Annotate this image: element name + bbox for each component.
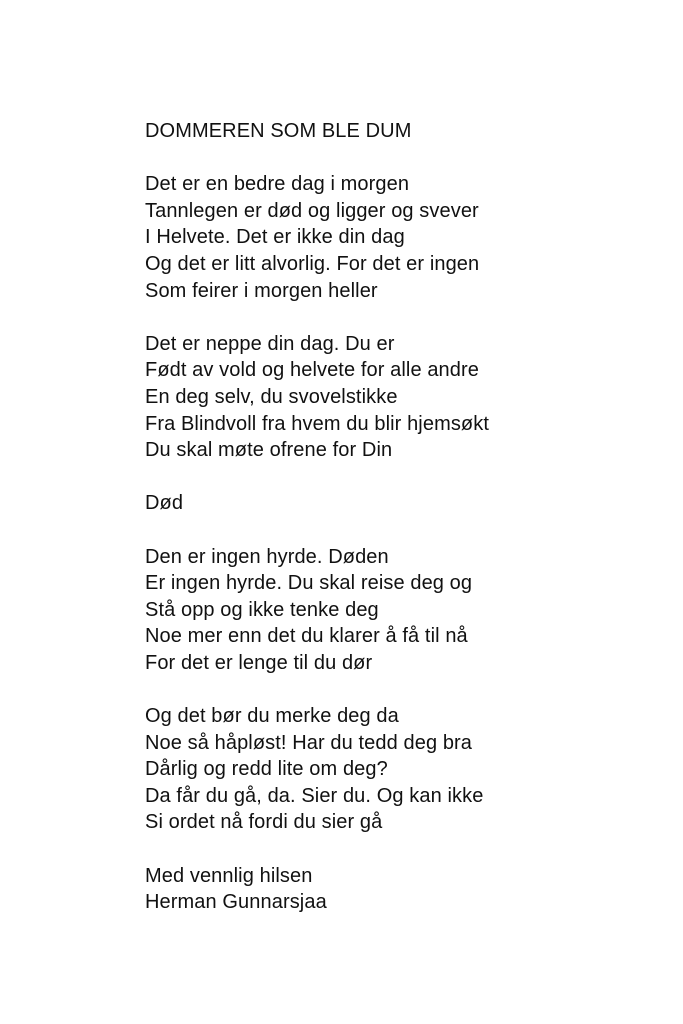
poem-line: Og det er litt alvorlig. For det er ingen (145, 252, 480, 275)
poem-line: Dårlig og redd lite om deg? (145, 758, 388, 781)
poem-body (145, 118, 665, 916)
signature-block (145, 863, 665, 916)
poem-line: En deg selv, du svovelstikke (145, 385, 398, 408)
stanza-4 (145, 544, 665, 677)
poem-line: Som feirer i morgen heller (145, 279, 378, 302)
poem-line: For det er lenge til du dør (145, 651, 373, 674)
poem-line: Si ordet nå fordi du sier gå (145, 811, 383, 834)
poem-line: Og det bør du merke deg da (145, 705, 399, 728)
poem-line: Tannlegen er død og ligger og svever (145, 199, 479, 222)
closing-line: Med vennlig hilsen (145, 864, 313, 887)
poem-line: Den er ingen hyrde. Døden (145, 545, 389, 568)
stanza-3 (145, 490, 665, 517)
poem-line: I Helvete. Det er ikke din dag (145, 226, 405, 249)
author-name: Herman Gunnarsjaa (145, 891, 327, 914)
poem-line: Du skal møte ofrene for Din (145, 439, 393, 462)
poem-title: DOMMEREN SOM BLE DUM (145, 120, 412, 142)
poem-line: Noe så håpløst! Har du tedd deg bra (145, 731, 473, 754)
poem-line: Stå opp og ikke tenke deg (145, 598, 379, 621)
poem-line: Er ingen hyrde. Du skal reise deg og (145, 572, 473, 595)
poem-line: Født av vold og helvete for alle andre (145, 359, 479, 382)
poem-line: Det er neppe din dag. Du er (145, 332, 395, 355)
stanza-5 (145, 703, 665, 836)
poem-line: Fra Blindvoll fra hvem du blir hjemsøkt (145, 412, 490, 435)
stanza-1 (145, 171, 665, 304)
poem-line: Da får du gå, da. Sier du. Og kan ikke (145, 784, 484, 807)
poem-line: Død (145, 492, 184, 515)
stanza-2 (145, 331, 665, 464)
poem-line: Noe mer enn det du klarer å få til nå (145, 625, 468, 648)
poem-line: Det er en bedre dag i morgen (145, 173, 410, 196)
